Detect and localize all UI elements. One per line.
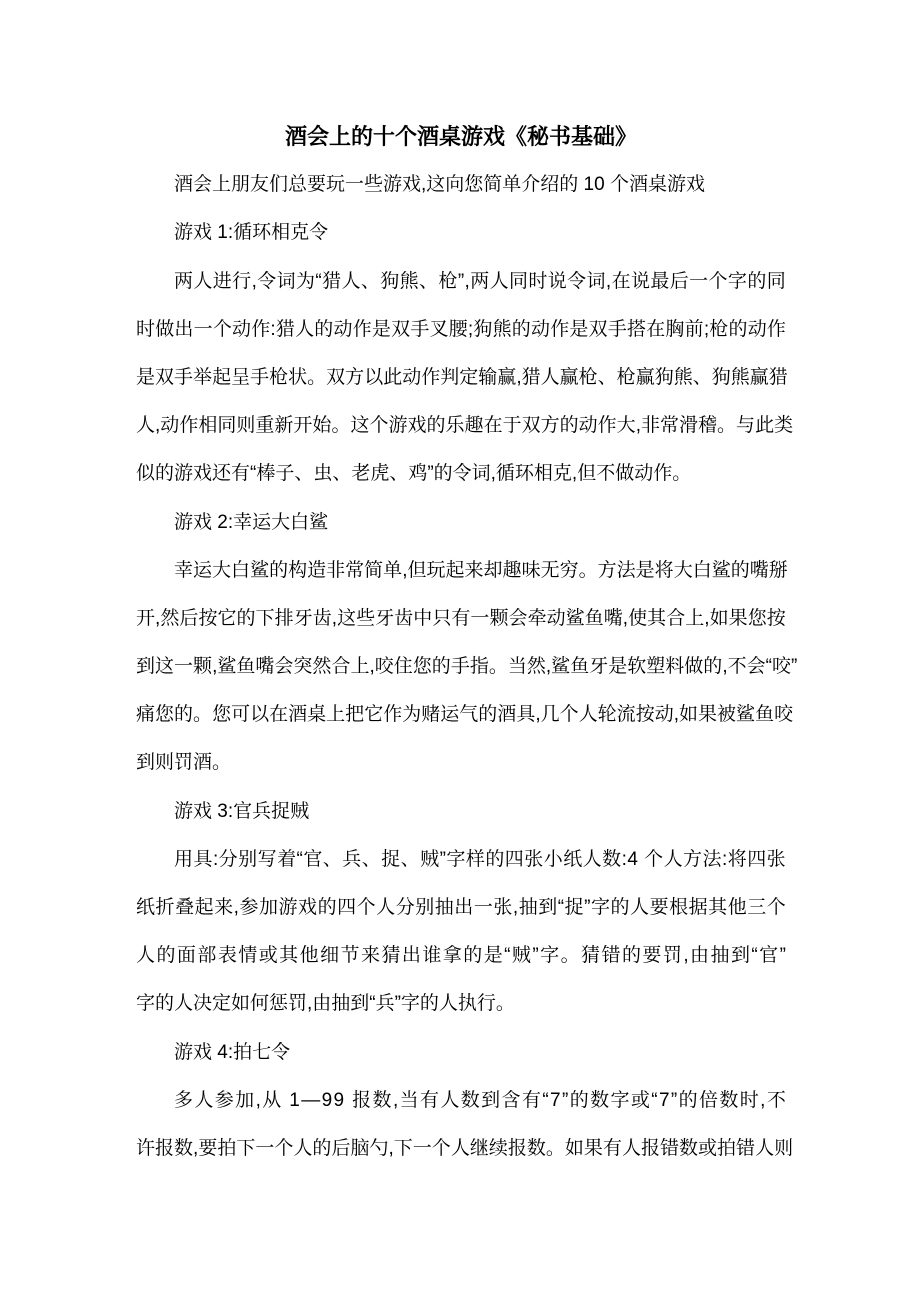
game-2-text-line: 开 , 然 后 按 它 的 下 排 牙 齿 , 这 些 牙 齿 中 只 有 一 颗 会 牵 动 鲨 鱼 嘴 , 使 其 合 上 , 如 果 您 按: [136, 607, 786, 629]
game-1-text-line: 人 , 动 作 相 同 则 重 新 开 始 。 这 个 游 戏 的 乐 趣 在 于 双 方 的 动 作 大 , 非 常 滑 稽 。 与 此 类: [136, 415, 794, 437]
game-3-text-line: 纸 折 叠 起 来 , 参 加 游 戏 的 四 个 人 分 别 抽 出 一 张 , 抽 到 “ 捉 ” 字 的 人 要 根 据 其 他 三 个: [136, 897, 786, 918]
game-1-heading: 游戏 1:循环相克令: [174, 222, 329, 244]
game-1-text-line: 两 人 进 行 , 令 词 为 “ 猎 人 、 狗 熊 、 枪 ” , 两 人 同 时 说 令 词 , 在 说 最 后 一 个 字 的 同: [174, 270, 786, 292]
game-2-text-line: 幸 运 大 白 鲨 的 构 造 非 常 简 单 , 但 玩 起 来 却 趣 味 无 穷 。 方 法 是 将 大 白 鲨 的 嘴 掰: [174, 559, 788, 581]
game-3-text-line: 用 具 : 分 别 写 着 “ 官 、 兵 、 捉 、 贼 ” 字 样 的 四 张 小 纸 人 数 : 4 个 人 方 法 : 将 四 张: [174, 848, 786, 870]
game-4-heading: 游戏 4:拍七令: [174, 1041, 291, 1063]
game-3-heading: 游戏 3:官兵捉贼: [174, 800, 310, 822]
document-content: [136, 113, 798, 1173]
game-1-text-line: 时 做 出 一 个 动 作 : 猎 人 的 动 作 是 双 手 叉 腰 ; 狗 熊 的 动 作 是 双 手 搭 在 胸 前 ; 枪 的 动 作: [136, 318, 786, 340]
intro-line: 酒会上朋友们总要玩一些游戏,这向您简单介绍的 10 个酒桌游戏: [174, 174, 705, 196]
game-2-heading: 游戏 2:幸运大白鲨: [174, 511, 329, 533]
game-1-text-line: 似的游戏还有“棒子、虫、老虎、鸡”的令词,循环相克,但不做动作。: [136, 463, 692, 485]
game-2-text-line: 到 这 一 颗 , 鲨 鱼 嘴 会 突 然 合 上 , 咬 住 您 的 手 指 。 当 然 , 鲨 鱼 牙 是 软 塑 料 做 的 , 不 会 “ 咬 ”: [136, 656, 798, 678]
document-title: 酒会上的十个酒桌游戏《秘书基础》: [284, 124, 637, 149]
game-3-text-line: 人 的 面 部 表 情 或 其 他 细 节 来 猜 出 谁 拿 的 是 “ 贼 ” 字 。 猜 错 的 要 罚 , 由 抽 到 “ 官 ”: [136, 945, 786, 967]
game-2-text-line: 到则罚酒。: [136, 752, 232, 774]
game-3-text-line: 字的人决定如何惩罚,由抽到“兵”字的人执行。: [136, 993, 515, 1015]
game-4-text-line: 多 人 参 加 , 从 1 — 9 9 报 数 , 当 有 人 数 到 含 有 “ 7 ” 的 数 字 或 “ 7 ” 的 倍 数 时 , 不: [174, 1089, 786, 1111]
game-4-text-line: 许 报 数 , 要 拍 下 一 个 人 的 后 脑 勺 , 下 一 个 人 继 续 报 数 。 如 果 有 人 报 错 数 或 拍 错 人 则: [136, 1137, 794, 1159]
game-1-text-line: 是 双 手 举 起 呈 手 枪 状 。 双 方 以 此 动 作 判 定 输 赢 , 猎 人 赢 枪 、 枪 赢 狗 熊 、 狗 熊 赢 猎: [136, 366, 788, 388]
game-2-text-line: 痛 您 的 。 您 可 以 在 酒 桌 上 把 它 作 为 赌 运 气 的 酒 具 , 几 个 人 轮 流 按 动 , 如 果 被 鲨 鱼 咬: [136, 704, 794, 726]
